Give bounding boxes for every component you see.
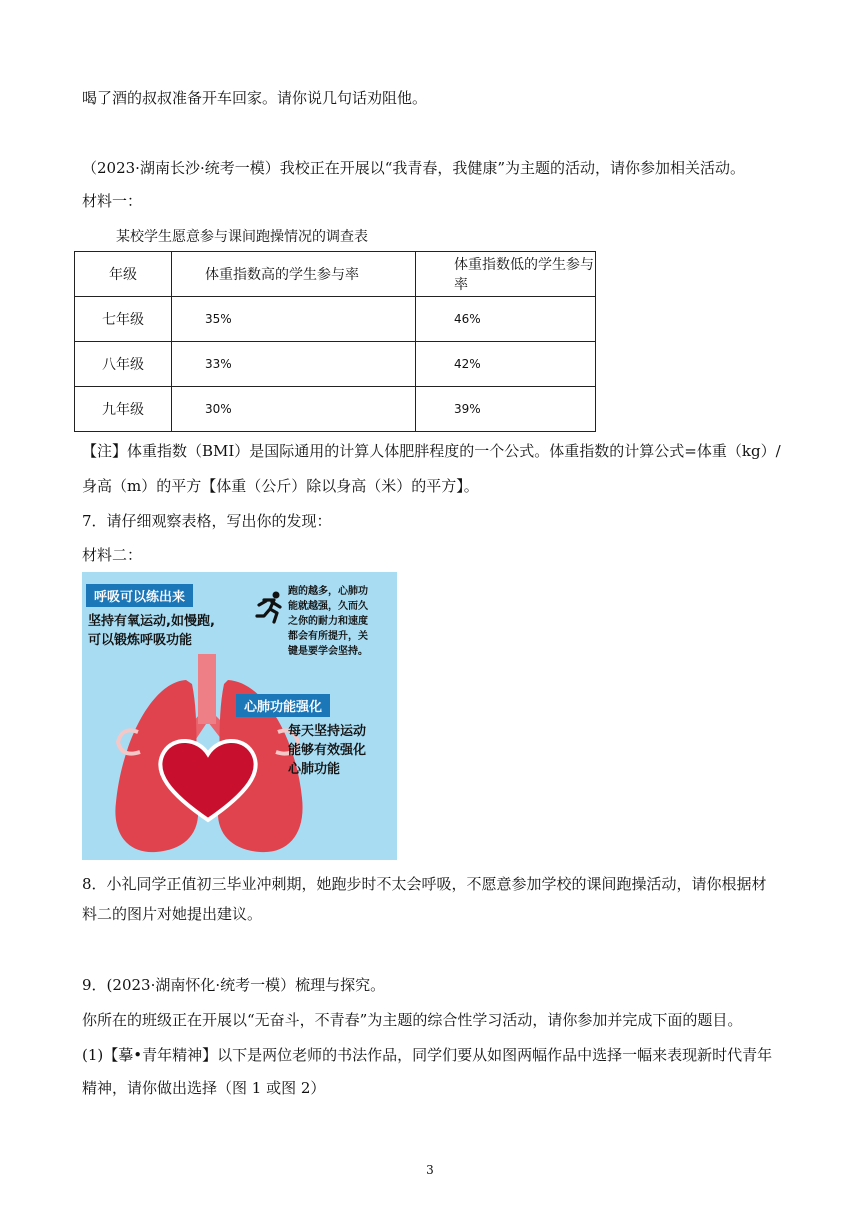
figure-tag-breathing: 呼吸可以练出来	[86, 584, 193, 607]
question-9-head: 9．(2023·湖南怀化·统考一模）梳理与探究。	[82, 976, 386, 994]
intro-line: 喝了酒的叔叔准备开车回家。请你说几句话劝阻他。	[82, 89, 428, 107]
low-bmi-rate: 42%	[416, 342, 596, 387]
figure-text-aerobic: 坚持有氧运动,如慢跑, 可以锻炼呼吸功能	[88, 614, 215, 648]
table-caption: 某校学生愿意参与课间跑操情况的调查表	[116, 229, 368, 245]
question-head: （2023·湖南长沙·统考一模）我校正在开展以“我青春，我健康”为主题的活动，请你参加相关活动。	[82, 159, 746, 177]
material1-label: 材料一：	[82, 192, 143, 210]
survey-table	[74, 251, 596, 432]
figure-text-running: 跑的越多，心肺功 能就越强，久而久 之你的耐力和速度 都会有所提升，关 键是要学会坚持。	[288, 586, 368, 657]
grade-cell: 九年级	[75, 387, 172, 432]
high-bmi-rate: 35%	[172, 297, 416, 342]
material2-label: 材料二：	[82, 546, 143, 564]
header-low-bmi: 体重指数低的学生参与率	[416, 252, 596, 297]
high-bmi-rate: 30%	[172, 387, 416, 432]
question-7: 7．请仔细观察表格，写出你的发现：	[82, 512, 332, 530]
low-bmi-rate: 39%	[416, 387, 596, 432]
table-header-row	[75, 252, 596, 297]
trachea	[198, 654, 216, 724]
page-number: 3	[426, 1163, 434, 1177]
question-8-line-2: 料二的图片对她提出建议。	[82, 905, 263, 923]
note-line-2: 身高（m）的平方【体重（公斤）除以身高（米）的平方】。	[82, 477, 479, 495]
low-bmi-rate: 46%	[416, 297, 596, 342]
grade-cell: 八年级	[75, 342, 172, 387]
question-9-line: 你所在的班级正在开展以“无奋斗，不青春”为主题的综合性学习活动，请你参加并完成下面的题目。	[82, 1011, 743, 1029]
table-row	[75, 387, 596, 432]
note-line-1: 【注】体重指数（BMI）是国际通用的计算人体肥胖程度的一个公式。体重指数的计算公式=体重（kg）/	[82, 442, 781, 460]
lung-infographic	[82, 572, 397, 860]
table-row	[75, 297, 596, 342]
question-9-1-line-2: 精神，请你做出选择（图 1 或图 2）	[82, 1079, 326, 1097]
question-9-1-line-1: (1)【摹•青年精神】以下是两位老师的书法作品，同学们要从如图两幅作品中选择一幅来表现新时代青年	[82, 1046, 773, 1064]
figure-text-daily: 每天坚持运动 能够有效强化 心肺功能	[288, 724, 367, 777]
header-high-bmi: 体重指数高的学生参与率	[172, 252, 416, 297]
running-person-icon	[252, 590, 286, 624]
grade-cell: 七年级	[75, 297, 172, 342]
table-row	[75, 342, 596, 387]
figure-tag-cardio: 心肺功能强化	[236, 694, 330, 717]
question-8-line-1: 8．小礼同学正值初三毕业冲刺期，她跑步时不太会呼吸，不愿意参加学校的课间跑操活动，请你根据材	[82, 875, 767, 893]
high-bmi-rate: 33%	[172, 342, 416, 387]
header-grade: 年级	[75, 252, 172, 297]
